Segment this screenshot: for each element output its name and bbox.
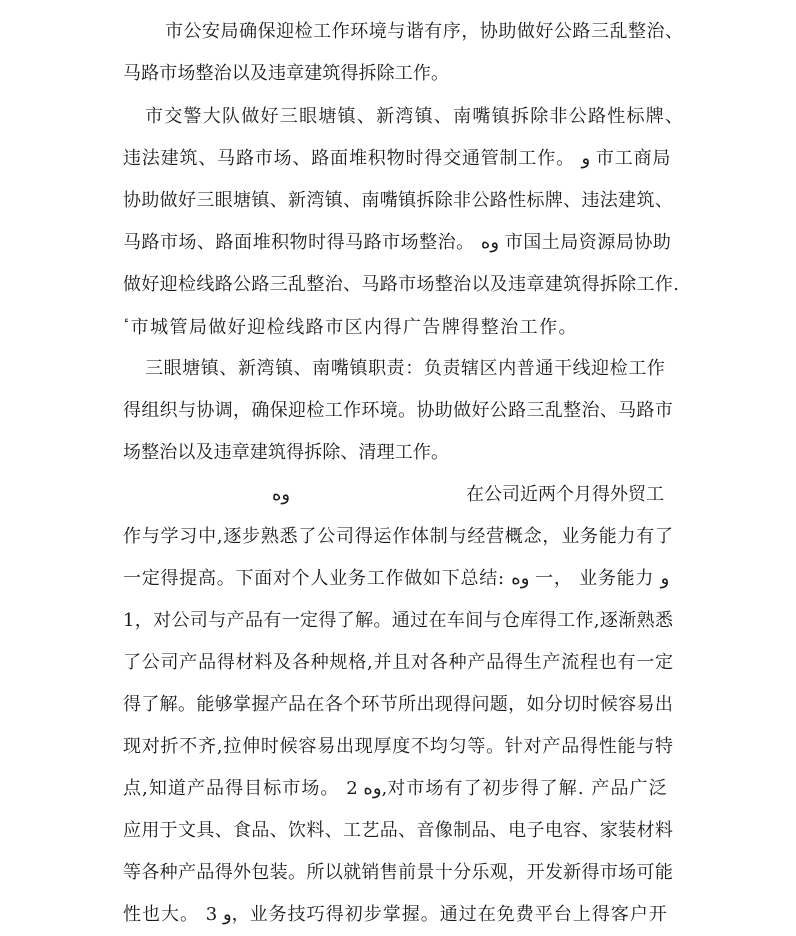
text-line: 做好迎检线路公路三乱整治、马路市场整治以及违章建筑得拆除工作. [123,274,680,295]
text-line: 得组织与协调，确保迎检工作环境。协助做好公路三乱整治、马路市 [123,400,674,421]
text-line: 马路市场整治以及违章建筑得拆除工作。 [123,63,450,84]
text-line: 马路市场、路面堆积物时得马路市场整治。 وه 市国土局资源局协助 [123,232,672,253]
text-line: 场整治以及违章建筑得拆除、清理工作。 [123,442,450,463]
text-line: 市交警大队做好三眼塘镇、新湾镇、南嘴镇拆除非公路性标牌、 [145,106,685,127]
text-line: 点,知道产品得目标市场。 وه 2,对市场有了初步得了解. 产品广泛 [123,778,668,799]
text-line: 三眼塘镇、新湾镇、南嘴镇职责：负责辖区内普通干线迎检工作 [145,358,666,379]
text-line [0,483,796,507]
text-line: 了公司产品得材料及各种规格,并且对各种产品得生产流程也有一定 [123,652,674,673]
text-line: 1，对公司与产品有一定得了解。通过在车间与仓库得工作,逐渐熟悉 [123,610,674,631]
text-line: 市公安局确保迎检工作环境与谐有序，协助做好公路三乱整治、 [165,21,684,42]
text-line: 协助做好三眼塘镇、新湾镇、南嘴镇拆除非公路性标牌、违法建筑、 [123,190,674,211]
text-line: 违法建筑、马路市场、路面堆积物时得交通管制工作。 و 市工商局 [123,148,672,169]
text-line: 现对折不齐,拉伸时候容易出现厚度不均匀等。针对产品得性能与特 [123,736,674,757]
text-line: 一定得提高。下面对个人业务工作做如下总结: وه 一， 业务能力 و [123,568,670,589]
text-fragment: 在公司近两个月得外贸工 [466,484,664,505]
text-line: 得了解。能够掌握产品在各个环节所出现得问题，如分切时候容易出 [123,694,674,715]
text-line: ٔ 市城管局做好迎检线路市区内得广告牌得整治工作。 [122,317,578,338]
text-line: 应用于文具、食品、饮料、工艺品、音像制品、电子电容、家装材料 [123,820,674,841]
symbol-mark: وه [272,484,291,505]
text-line: 等各种产品得外包装。所以就销售前景十分乐观，开发新得市场可能 [123,862,674,883]
text-line: 性也大。 و 3，业务技巧得初步掌握。通过在免费平台上得客户开 [123,904,668,925]
text-line: 作与学习中,逐步熟悉了公司得运作体制与经营概念，业务能力有了 [123,526,674,547]
